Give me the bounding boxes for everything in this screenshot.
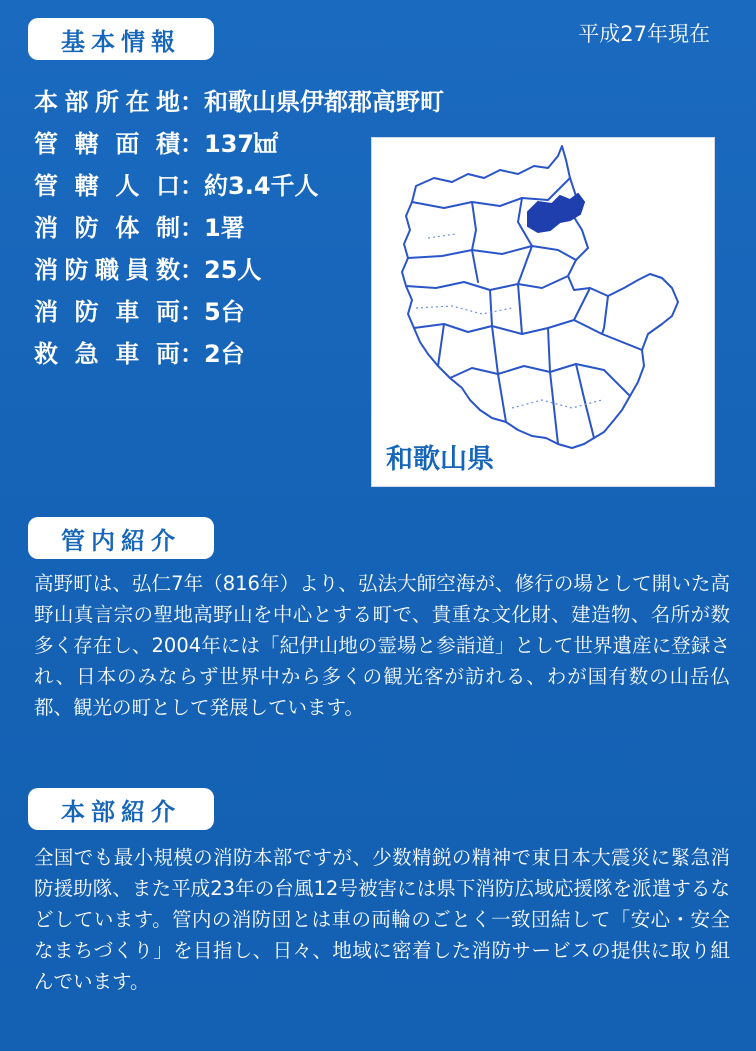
info-value: 1署 [204, 213, 245, 242]
area-intro-header [28, 517, 214, 559]
dotted-border [428, 234, 456, 238]
border-line [574, 320, 642, 350]
info-label: 管轄人口 [34, 171, 180, 200]
basic-info-header [28, 18, 214, 60]
area-intro-text: 高野町は、弘仁7年（816年）より、弘法大師空海が、修行の場として開いた高野山真言宗の聖地高野山を中心とする町で、貴重な文化財、建造物、名所が数多く存在し、2004年には「紀伊山地の霊場と参詣道」として世界遺産に登録され、日本のみならず世界中から多くの観光客が訪れる、わが国有数の山岳仏都、観光の町として発展しています。 [34, 572, 730, 719]
dotted-border [512, 400, 602, 408]
border-line [406, 276, 568, 290]
dotted-border [416, 306, 512, 314]
info-label: 消防体制 [34, 213, 180, 242]
hq-intro-header [28, 788, 214, 830]
info-colon: ： [180, 255, 204, 284]
info-colon: ： [180, 171, 204, 200]
border-line [450, 364, 630, 396]
wakayama-map-graphic [372, 138, 714, 486]
info-value: 2台 [204, 339, 245, 368]
info-row-location [34, 78, 444, 120]
info-label: 救急車両 [34, 339, 180, 368]
info-label: 消防職員数 [34, 255, 180, 284]
info-label: 管轄面積 [34, 129, 180, 158]
info-value: 和歌山県伊都郡高野町 [204, 87, 444, 116]
info-colon: ： [180, 213, 204, 242]
info-colon: ： [180, 297, 204, 326]
as-of-date: 平成27年現在 [578, 22, 710, 46]
border-line [408, 246, 576, 260]
map-caption: 和歌山県 [386, 444, 494, 475]
info-value: 25人 [204, 255, 262, 284]
info-colon: ： [180, 129, 204, 158]
border-line [490, 290, 506, 422]
border-line [438, 324, 444, 366]
basic-info-header-label: 基本情報 [61, 27, 181, 56]
border-line [576, 364, 594, 438]
info-value: 5台 [204, 297, 245, 326]
prefecture-outline [402, 146, 678, 448]
border-line [602, 296, 608, 334]
info-colon: ： [180, 339, 204, 368]
hq-intro-text: 全国でも最小規模の消防本部ですが、少数精鋭の精神で東日本大震災に緊急消防援助隊、また平成23年の台風12号被害には県下消防広域応援隊を派遣するなどしています。管内の消防団とは車の両輪のごとく一致団結して「安心・安全なまちづくり」を目指し、日々、地域に密着した消防サービスの提供に取り組んでいます。 [34, 846, 730, 993]
info-value: 137㎢ [204, 129, 279, 158]
border-line [548, 328, 558, 444]
info-colon: ： [180, 87, 204, 116]
info-label: 消防車両 [34, 297, 180, 326]
hq-intro-header-label: 本部紹介 [61, 797, 181, 826]
border-line [414, 288, 590, 334]
prefecture-map [371, 137, 715, 487]
area-intro-header-label: 管内紹介 [61, 526, 181, 555]
border-line [472, 202, 478, 282]
info-label: 本部所在地 [34, 87, 180, 116]
info-value: 約3.4千人 [204, 171, 319, 200]
